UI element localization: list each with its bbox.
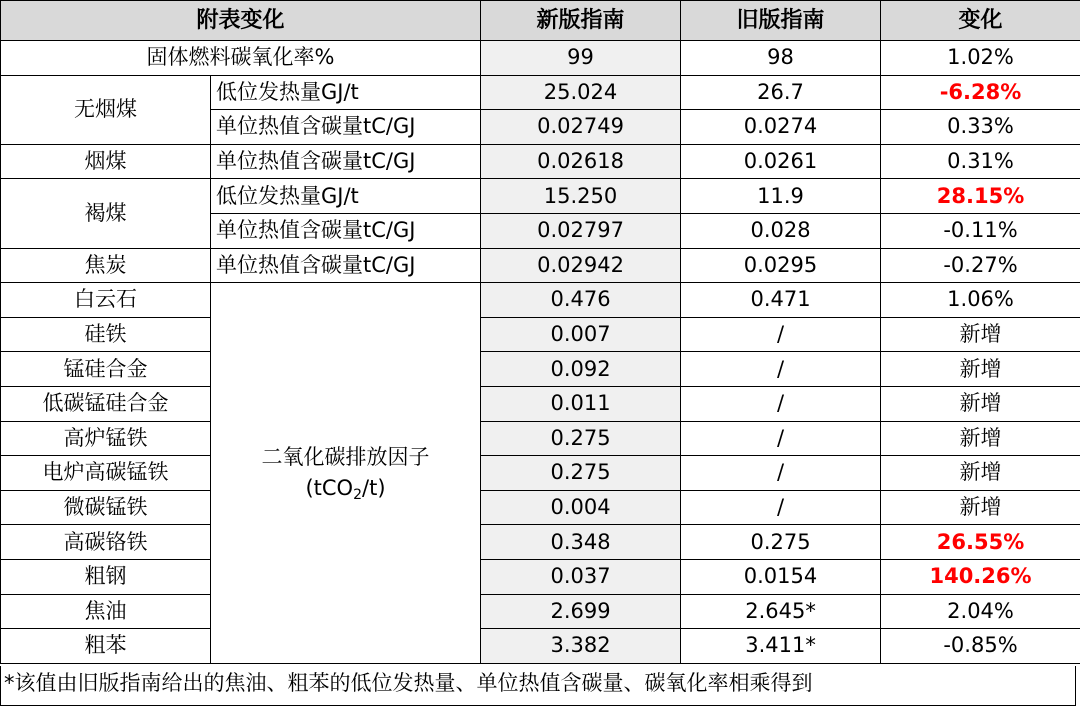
header-change: 变化 [881,1,1080,41]
change-value: 1.06% [881,283,1080,318]
old-value: 0.0274 [681,110,881,145]
fuel-name: 无烟煤 [1,75,211,144]
fuel-name: 烟煤 [1,144,211,179]
change-value: 新增 [881,386,1080,421]
emission-factor-title: 二氧化碳排放因子 [261,445,430,470]
fuel-name: 焦炭 [1,248,211,283]
change-value: 0.33% [881,110,1080,145]
old-value: 0.0154 [681,559,881,594]
table-row [1,144,1080,179]
material-name: 低碳锰硅合金 [1,386,211,421]
param-label: 单位热值含碳量tC/GJ [211,110,481,145]
new-value: 0.275 [481,421,681,456]
new-value: 0.007 [481,317,681,352]
param-label: 单位热值含碳量tC/GJ [211,248,481,283]
change-value: 新增 [881,456,1080,491]
old-value: 0.0261 [681,144,881,179]
new-value: 0.02942 [481,248,681,283]
table-row [1,248,1080,283]
change-value: 2.04% [881,594,1080,629]
param-label: 单位热值含碳量tC/GJ [211,144,481,179]
old-value: / [681,490,881,525]
fuel-name: 褐煤 [1,179,211,248]
change-value: -0.11% [881,213,1080,248]
change-value: -0.85% [881,629,1080,664]
param-label: 低位发热量GJ/t [211,179,481,214]
new-value: 0.004 [481,490,681,525]
header-old: 旧版指南 [681,1,881,41]
param-label: 单位热值含碳量tC/GJ [211,213,481,248]
old-value: / [681,421,881,456]
header-row [1,1,1080,41]
material-name: 电炉高碳锰铁 [1,456,211,491]
header-new: 新版指南 [481,1,681,41]
table-row [1,386,1080,421]
table-row [1,456,1080,491]
material-name: 硅铁 [1,317,211,352]
new-value: 0.275 [481,456,681,491]
table-row [1,559,1080,594]
new-value: 0.02797 [481,213,681,248]
old-value: 0.0295 [681,248,881,283]
old-value: 3.411* [681,629,881,664]
new-value: 0.037 [481,559,681,594]
new-value: 15.250 [481,179,681,214]
new-value: 0.02749 [481,110,681,145]
change-value: 新增 [881,352,1080,387]
new-value: 0.011 [481,386,681,421]
old-value: 98 [681,41,881,76]
change-value: 新增 [881,490,1080,525]
old-value: / [681,386,881,421]
material-name: 粗钢 [1,559,211,594]
table-row [1,179,1080,214]
change-value: -0.27% [881,248,1080,283]
new-value: 0.476 [481,283,681,318]
new-value: 99 [481,41,681,76]
change-value: 1.02% [881,41,1080,76]
material-name: 粗苯 [1,629,211,664]
table-row [1,490,1080,525]
material-name: 高炉锰铁 [1,421,211,456]
material-name: 高碳铬铁 [1,525,211,560]
old-value: 2.645* [681,594,881,629]
old-value: / [681,456,881,491]
table-row [1,629,1080,664]
old-value: 0.028 [681,213,881,248]
old-value: 0.471 [681,283,881,318]
row-label: 固体燃料碳氧化率% [1,41,481,76]
old-value: 0.275 [681,525,881,560]
table-row [1,283,1080,318]
header-item: 附表变化 [1,1,481,41]
old-value: / [681,352,881,387]
old-value: 26.7 [681,75,881,110]
change-value: -6.28% [881,75,1080,110]
new-value: 0.348 [481,525,681,560]
change-value: 26.55% [881,525,1080,560]
material-name: 锰硅合金 [1,352,211,387]
change-value: 0.31% [881,144,1080,179]
material-name: 白云石 [1,283,211,318]
param-label: 低位发热量GJ/t [211,75,481,110]
emission-factor-label [211,283,481,664]
material-name: 微碳锰铁 [1,490,211,525]
old-value: 11.9 [681,179,881,214]
table-row [1,594,1080,629]
table-row [1,317,1080,352]
change-value: 140.26% [881,559,1080,594]
table-row [1,421,1080,456]
material-name: 焦油 [1,594,211,629]
change-value: 新增 [881,421,1080,456]
change-value: 28.15% [881,179,1080,214]
new-value: 3.382 [481,629,681,664]
new-value: 2.699 [481,594,681,629]
footnote: *该值由旧版指南给出的焦油、粗苯的低位发热量、单位热值含碳量、碳氧化率相乘得到 [0,666,1076,706]
table-row [1,41,1080,76]
emission-factor-unit: (tCO$_2$/t) [305,475,386,503]
new-value: 25.024 [481,75,681,110]
table-row [1,75,1080,110]
new-value: 0.02618 [481,144,681,179]
table-row [1,352,1080,387]
change-value: 新增 [881,317,1080,352]
old-value: / [681,317,881,352]
table-row [1,525,1080,560]
new-value: 0.092 [481,352,681,387]
